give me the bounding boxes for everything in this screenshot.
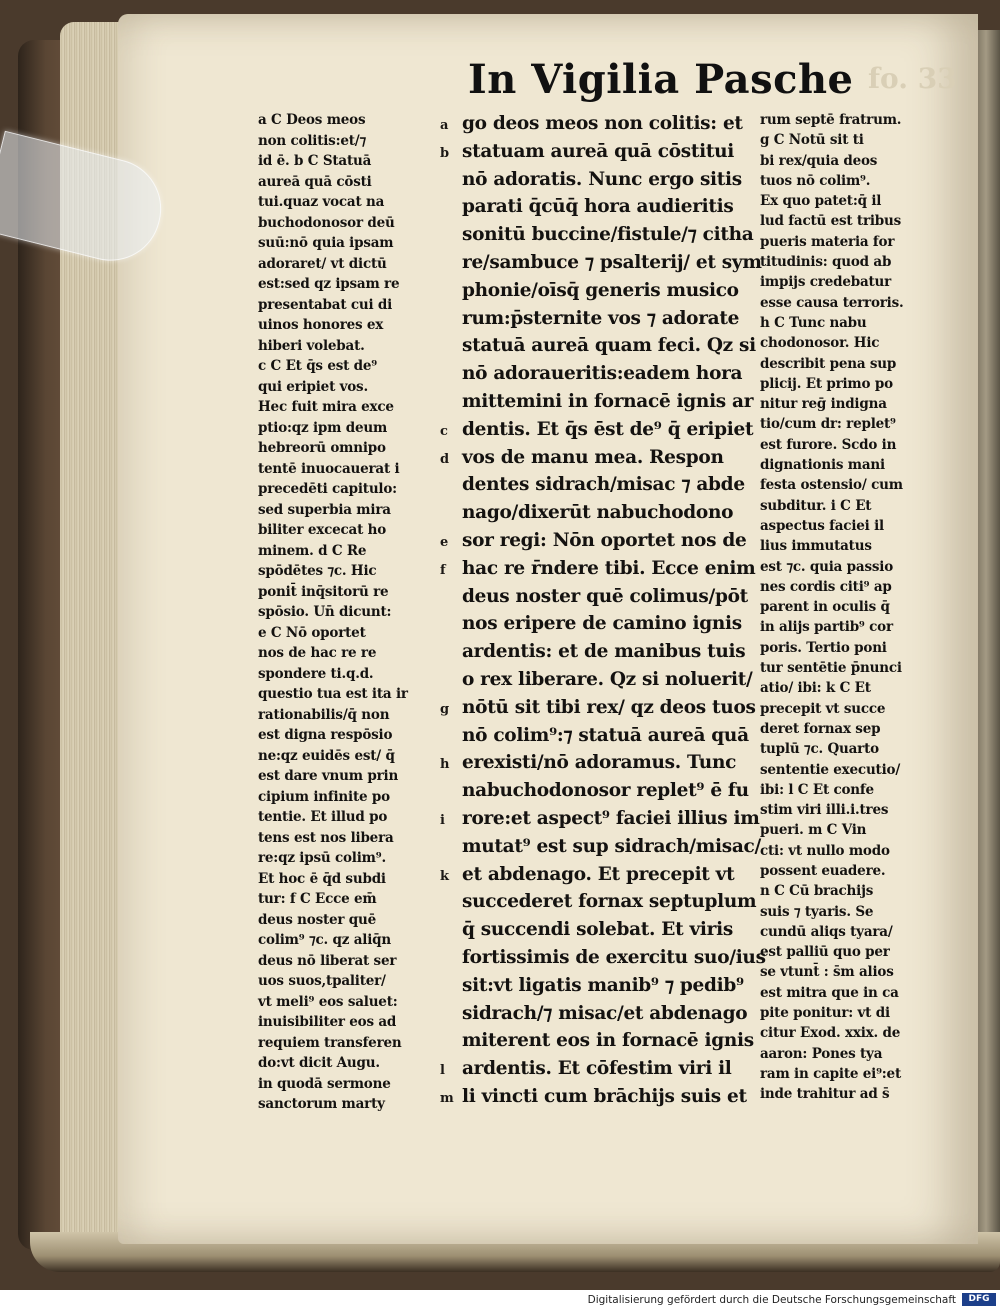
- commentary-line: sententie executio/: [760, 761, 901, 778]
- dfg-logo: DFG: [962, 1293, 996, 1306]
- commentary-line: est digna respōsio: [258, 727, 393, 743]
- commentary-line: ram in capite ei⁹:et: [760, 1065, 901, 1082]
- commentary-line: Ex quo patet:q̄ il: [760, 193, 882, 210]
- commentary-line: aspectus faciei il: [760, 517, 884, 534]
- commentary-line: subditur. i C Et: [760, 497, 872, 514]
- commentary-line: cipium infinite po: [258, 788, 390, 805]
- text-line: hac re r̄ndere tibi. Ecce enim: [462, 557, 756, 579]
- commentary-line: est ⁊c. quia passio: [760, 558, 894, 575]
- commentary-line: bi rex/quia deos: [760, 152, 878, 169]
- commentary-line: questio tua est ita ir: [258, 686, 408, 702]
- commentary-line: ibi: l C Et confe: [760, 781, 874, 798]
- text-line: parati q̄cūq̄ hora audieritis: [462, 196, 734, 218]
- footer-bar: [0, 1290, 1000, 1310]
- commentary-line: ne:qz euidēs est/ q̄: [258, 747, 395, 764]
- commentary-line: Hec fuit mira exce: [258, 399, 394, 415]
- text-line: nos eripere de camino ignis: [462, 613, 742, 635]
- text-line: q̄ succendi solebat. Et viris: [462, 919, 733, 941]
- page-title: In Vigilia Pasche: [468, 56, 854, 103]
- text-line: fortissimis de exercitu suo/ius: [462, 946, 766, 968]
- commentary-line: precepit vt succe: [760, 700, 886, 717]
- commentary-line: aaron: Pones tya: [760, 1045, 883, 1062]
- commentary-line: g C Notū sit ti: [760, 132, 864, 149]
- commentary-line: presentabat cui di: [258, 296, 393, 313]
- gloss-marker: m: [440, 1091, 454, 1106]
- commentary-line: hiberi volebat.: [258, 337, 365, 354]
- commentary-line: tuos nō colim⁹.: [760, 172, 871, 189]
- commentary-line: est mitra que in ca: [760, 984, 899, 1001]
- text-line: dentis. Et q̄s ēst de⁹ q̄ eripiet: [462, 418, 754, 440]
- page-number: fo. 33: [868, 62, 957, 95]
- text-line: nago/dixerūt nabuchodono: [462, 502, 734, 524]
- commentary-line: n C Cū brachijs: [760, 883, 874, 900]
- commentary-line: tuplū ⁊c. Quarto: [760, 741, 879, 758]
- commentary-line: est palliū quo per: [760, 944, 890, 961]
- commentary-line: deret fornax sep: [760, 720, 881, 737]
- text-line: ardentis. Et cōfestim viri il: [462, 1058, 732, 1080]
- commentary-line: atio/ ibi: k C Et: [760, 680, 871, 697]
- text-line: mittemini in fornacē ignis ar: [462, 390, 754, 412]
- commentary-line: tui.quaz vocat na: [258, 194, 385, 210]
- commentary-line: festa ostensio/ cum: [760, 477, 903, 494]
- text-line: statuā aureā quam feci. Qz si: [462, 335, 756, 357]
- commentary-line: dignationis mani: [760, 457, 885, 474]
- commentary-line: possent euadere.: [760, 862, 886, 879]
- commentary-line: deus noster quē: [258, 911, 377, 928]
- text-line: sor regi: Nōn oportet nos de: [462, 529, 747, 551]
- commentary-line: spōsio. Un̄ dicunt:: [258, 604, 392, 620]
- text-line: nō adoraueritis:eadem hora: [462, 363, 743, 385]
- commentary-line: uinos honores ex: [258, 317, 384, 333]
- text-line: erexisti/nō adoramus. Tunc: [462, 752, 737, 774]
- commentary-line: Et hoc ē q̄d subdi: [258, 870, 386, 887]
- commentary-line: tio/cum dr: replet⁹: [760, 416, 896, 433]
- commentary-line: lud factū est tribus: [760, 213, 902, 230]
- commentary-line: c C Et q̄s est de⁹: [258, 358, 377, 374]
- commentary-line: plicij. Et primo po: [760, 375, 893, 392]
- gloss-marker: f: [440, 562, 446, 578]
- commentary-line: deus nō liberat ser: [258, 952, 397, 969]
- commentary-line: in alijs partib⁹ cor: [760, 619, 893, 636]
- commentary-line: lius immutatus: [760, 538, 872, 555]
- commentary-line: colim⁹ ⁊c. qz aliq̄n: [258, 932, 391, 948]
- gloss-marker: e: [440, 535, 449, 550]
- commentary-line: do:vt dicit Augu.: [258, 1055, 380, 1071]
- commentary-line: cti: vt nullo modo: [760, 842, 890, 859]
- commentary-line: tens est nos libera: [258, 829, 394, 846]
- commentary-line: nitur reḡ indigna: [760, 396, 887, 413]
- commentary-line: a C Deos meos: [258, 112, 366, 128]
- text-line: re/sambuce ⁊ psalterij/ et sym: [462, 251, 762, 273]
- commentary-line: pueri. m C Vin: [760, 822, 867, 839]
- dfg-credit-text: Digitalisierung gefördert durch die Deutsche Forschungsgemeinschaft: [587, 1294, 956, 1306]
- commentary-line: inde trahitur ad s̄: [760, 1086, 890, 1103]
- text-line: nōtū sit tibi rex/ qz deos tuos: [462, 696, 756, 718]
- commentary-line: describit pena sup: [760, 355, 897, 372]
- commentary-line: parent in oculis q̄: [760, 599, 890, 616]
- text-line: dentes sidrach/misac ⁊ abde: [462, 474, 745, 496]
- commentary-line: est:sed qz ipsam re: [258, 276, 400, 292]
- commentary-line: est dare vnum prin: [258, 768, 399, 784]
- main-text-column: [462, 110, 766, 1111]
- gloss-marker: l: [440, 1063, 445, 1079]
- text-line: rum:p̄sternite vos ⁊ adorate: [462, 307, 740, 329]
- commentary-line: rum septē fratrum.: [760, 112, 902, 128]
- commentary-line: suis ⁊ tyaris. Se: [760, 903, 874, 920]
- commentary-column-left: [258, 110, 408, 1115]
- commentary-line: h C Tunc nabu: [760, 314, 867, 331]
- text-line: statuam aureā quā cōstitui: [462, 140, 734, 162]
- commentary-line: ponit̄ inq̄sitorū re: [258, 583, 389, 600]
- commentary-line: nos de hac re re: [258, 645, 377, 661]
- gloss-marker: g: [440, 701, 450, 717]
- gloss-marker: c: [440, 423, 448, 439]
- commentary-line: nes cordis citi⁹ ap: [760, 578, 892, 595]
- commentary-line: pite ponitur: vt di: [760, 1005, 890, 1022]
- commentary-line: ptio:qz ipm deum: [258, 419, 388, 436]
- text-line: miterent eos in fornacē ignis: [462, 1030, 754, 1052]
- commentary-line: esse causa terroris.: [760, 294, 904, 311]
- commentary-line: rationabilis/q̄ non: [258, 706, 390, 723]
- commentary-line: qui eripiet vos.: [258, 378, 368, 395]
- commentary-line: id ē. b C Statuā: [258, 153, 372, 169]
- commentary-line: minem. d C Re: [258, 542, 367, 559]
- commentary-line: tur: f C Ecce em̄: [258, 891, 377, 907]
- commentary-line: non colitis:et/⁊: [258, 132, 367, 149]
- commentary-line: tentē inuocauerat i: [258, 460, 400, 477]
- commentary-line: citur Exod. xxix. de: [760, 1025, 901, 1042]
- commentary-line: titudinis: quod ab: [760, 254, 892, 271]
- gloss-marker: a: [440, 118, 449, 133]
- commentary-line: re:qz ipsū colim⁹.: [258, 850, 386, 866]
- text-line: et abdenago. Et precepit vt: [462, 863, 735, 885]
- commentary-line: sanctorum marty: [258, 1096, 385, 1112]
- commentary-line: suū:nō quia ipsam: [258, 235, 394, 251]
- text-line: sit:vt ligatis manib⁹ ⁊ pedib⁹: [462, 974, 744, 996]
- commentary-column-right: [760, 110, 904, 1105]
- text-line: rore:et aspect⁹ faciei illius im: [462, 807, 760, 829]
- commentary-line: in quodā sermone: [258, 1075, 391, 1092]
- commentary-line: sed superbia mira: [258, 501, 391, 518]
- commentary-line: spōdētes ⁊c. Hic: [258, 563, 377, 579]
- commentary-line: se vtunt̄ : s̄m alios: [760, 964, 894, 981]
- commentary-line: chodonosor. Hic: [760, 335, 880, 352]
- commentary-line: spondere ti.q.d.: [258, 665, 374, 682]
- text-line: sidrach/⁊ misac/et abdenago: [462, 1002, 748, 1024]
- commentary-line: stim viri illi.i.tres: [760, 802, 889, 819]
- text-line: phonie/oīsq̄ generis musico: [462, 279, 739, 301]
- commentary-line: adoraret/ vt dictū: [258, 255, 387, 272]
- commentary-line: vt meli⁹ eos saluet:: [258, 993, 398, 1010]
- commentary-line: aureā quā cōsti: [258, 173, 372, 190]
- commentary-line: pueris materia for: [760, 233, 895, 250]
- text-line: go deos meos non colitis: et: [462, 113, 743, 134]
- text-line: nō colim⁹:⁊ statuā aureā quā: [462, 724, 749, 746]
- text-line: o rex liberare. Qz si noluerit/: [462, 668, 753, 690]
- commentary-line: uos suos,tpaliter/: [258, 973, 386, 989]
- commentary-line: cundū aliqs tyara/: [760, 923, 893, 940]
- commentary-line: hebreorū omnipo: [258, 440, 386, 456]
- commentary-line: tentie. Et illud po: [258, 809, 388, 825]
- commentary-line: requiem transferen: [258, 1034, 402, 1051]
- text-line: li vincti cum brāchijs suis et: [462, 1085, 747, 1107]
- commentary-line: e C Nō oportet: [258, 624, 366, 641]
- text-line: ardentis: et de manibus tuis: [462, 641, 746, 663]
- commentary-line: impijs credebatur: [760, 274, 892, 291]
- commentary-line: tur sentētie p̄nunci: [760, 660, 902, 677]
- text-line: sonitū buccine/fistule/⁊ citha: [462, 224, 754, 246]
- text-line: nō adoratis. Nunc ergo sitis: [462, 168, 742, 190]
- gloss-marker: d: [440, 451, 450, 467]
- commentary-line: poris. Tertio poni: [760, 639, 887, 656]
- commentary-line: precedēti capitulo:: [258, 481, 397, 497]
- text-line: nabuchodonosor replet⁹ ē fu: [462, 780, 749, 802]
- gloss-marker: h: [440, 757, 450, 773]
- commentary-line: est furore. Scdo in: [760, 436, 897, 453]
- text-line: mutat⁹ est sup sidrach/misac/: [462, 835, 761, 857]
- text-line: succederet fornax septuplum: [462, 891, 757, 913]
- gloss-marker: k: [440, 868, 450, 884]
- commentary-line: biliter excecat ho: [258, 522, 387, 538]
- text-line: vos de manu mea. Respon: [462, 446, 724, 468]
- commentary-line: inuisibiliter eos ad: [258, 1014, 397, 1030]
- gloss-marker: b: [440, 145, 450, 161]
- gloss-marker: i: [440, 813, 445, 828]
- commentary-line: buchodonosor deū: [258, 214, 395, 231]
- text-line: deus noster quē colimus/pōt: [462, 585, 748, 607]
